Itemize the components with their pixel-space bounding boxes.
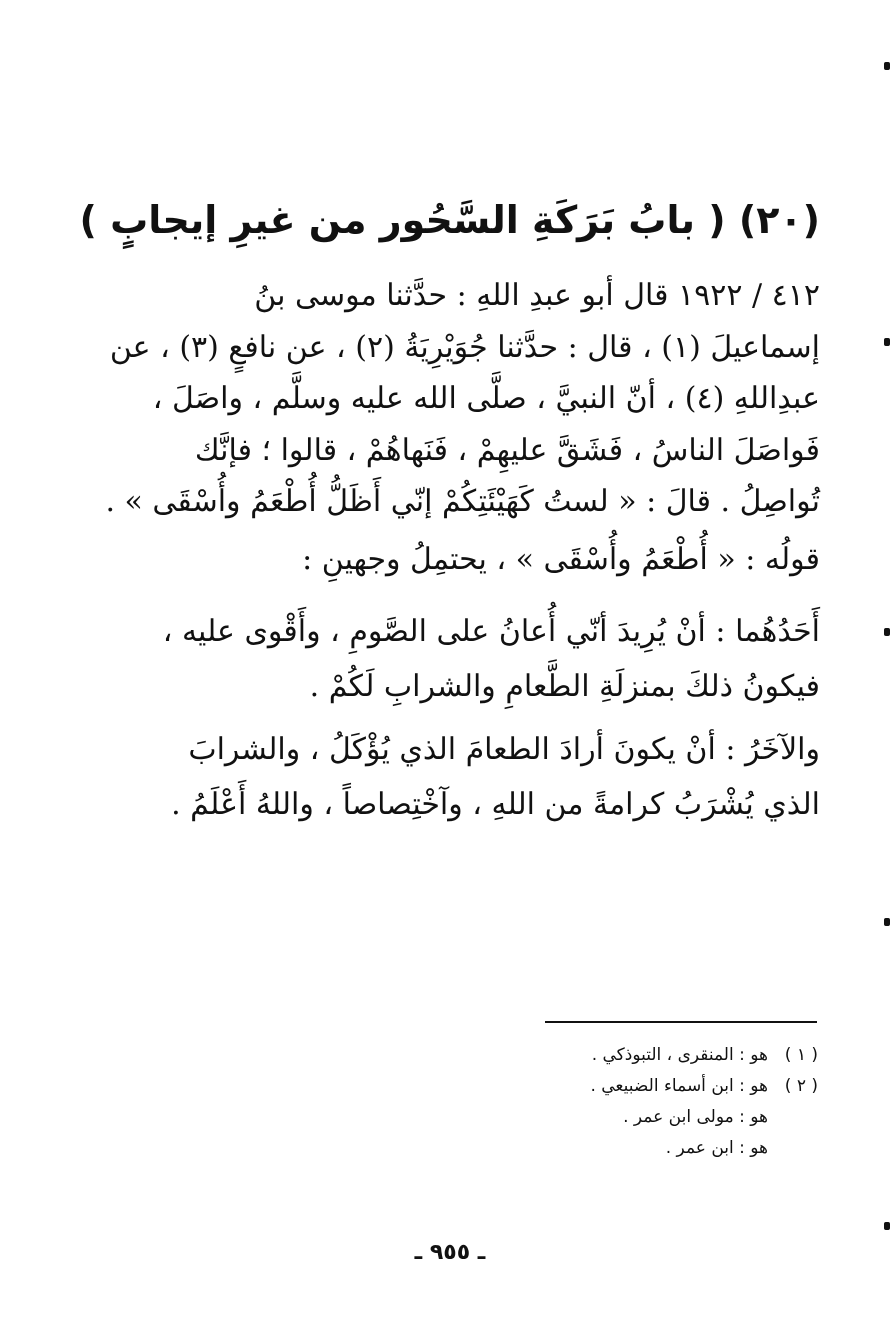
hadith-line: عبدِاللهِ (٤) ، أنّ النبيَّ ، صلَّى الله عليه وسلَّم ، واصَلَ ، xyxy=(152,381,820,416)
hadith-line: ٤١٢ / ١٩٢٢ قال أبو عبدِ اللهِ : حدَّثنا موسى بنُ xyxy=(254,278,820,313)
scan-edge-mark xyxy=(884,1222,890,1230)
footnote-text: هو : مولى ابن عمر . xyxy=(623,1107,768,1127)
commentary-line: الذي يُشْرَبُ كرامةً من اللهِ ، وآخْتِصاصاً ، واللهُ أَعْلَمُ . xyxy=(171,787,820,822)
footnote-text: هو : ابن أسماء الضبيعي . xyxy=(590,1076,768,1096)
footnote-item xyxy=(440,1102,818,1133)
footnote-item xyxy=(440,1040,818,1071)
commentary-line: أَحَدُهُما : أنْ يُرِيدَ أنّي أُعانُ على الصَّومِ ، وأَقْوى عليه ، xyxy=(162,614,820,649)
hadith-line: فَواصَلَ الناسُ ، فَشَقَّ عليهِمْ ، فَنَهاهُمْ ، قالوا ؛ فإنَّك xyxy=(194,432,820,468)
commentary-first-meaning xyxy=(148,604,820,714)
chapter-title: (٢٠) ( بابُ بَرَكَةِ السَّحُور من غيرِ إيجابٍ ) xyxy=(79,198,820,242)
footnote-item xyxy=(440,1133,818,1164)
scan-edge-mark xyxy=(884,62,890,70)
hadith-text xyxy=(105,270,820,528)
commentary-line: والآخَرُ : أنْ يكونَ أرادَ الطعامَ الذي يُؤْكَلُ ، والشرابَ xyxy=(188,732,820,767)
scan-edge-mark xyxy=(884,628,890,636)
hadith-line: إسماعيلَ (١) ، قال : حدَّثنا جُوَيْرِيَةُ (٢) ، عن نافعٍ (٣) ، عن xyxy=(109,329,820,365)
hadith-line: تُواصِلُ . قالَ : « لستُ كَهَيْئَتِكُمْ إنّي أَظَلُّ أُطْعَمُ وأُسْقَى » . xyxy=(105,484,820,519)
commentary-intro xyxy=(148,532,820,587)
page-number: ـ ٩٥٥ ـ xyxy=(414,1240,486,1265)
footnote-text: هو : المنقرى ، التبوذكي . xyxy=(591,1045,768,1065)
footnote-number: ( ١ ) xyxy=(784,1045,818,1065)
footnotes xyxy=(440,1040,818,1164)
footnote-number xyxy=(768,1102,818,1133)
commentary-second-meaning xyxy=(148,722,820,832)
commentary-line: قولُه : « أُطْعَمُ وأُسْقَى » ، يحتمِلُ وجهينِ : xyxy=(302,542,820,577)
footnote-number xyxy=(768,1133,818,1164)
footnote-text: هو : ابن عمر . xyxy=(665,1138,768,1158)
scan-edge-mark xyxy=(884,918,890,926)
scan-edge-mark xyxy=(884,338,890,346)
footnote-item xyxy=(440,1071,818,1102)
footnote-number: ( ٢ ) xyxy=(784,1076,818,1096)
commentary-line: فيكونُ ذلكَ بمنزلَةِ الطَّعامِ والشرابِ لَكُمْ . xyxy=(309,669,820,704)
footnote-divider xyxy=(545,1021,817,1023)
